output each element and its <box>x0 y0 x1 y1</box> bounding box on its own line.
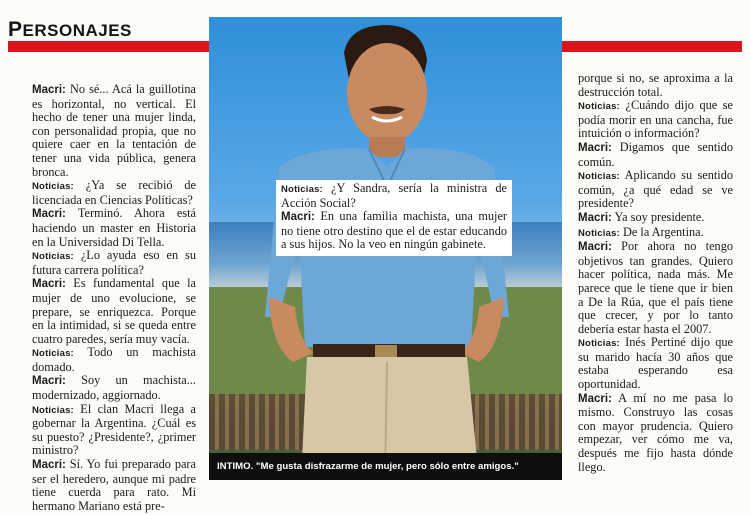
speaker-label: Noticias: <box>32 348 74 360</box>
speaker-label: Macri: <box>578 211 612 224</box>
speaker-label: Macri: <box>32 375 66 388</box>
speaker-label: Noticias: <box>281 184 323 195</box>
paragraph-text: Soy un machista... modernizado, aggiornado. <box>32 373 196 403</box>
caption-text: "Me gusta disfrazarme de mujer, pero sólo entre amigos." <box>253 461 519 472</box>
speaker-label: Macri: <box>32 84 66 96</box>
paragraph-text: Todo un machista domado. <box>32 345 196 374</box>
interview-paragraph <box>32 403 196 458</box>
interview-paragraph <box>281 182 507 210</box>
speaker-label: Noticias: <box>32 404 74 416</box>
interview-column-left <box>32 83 196 513</box>
speaker-label: Noticias: <box>578 227 620 239</box>
speaker-label: Macri: <box>32 459 66 472</box>
interview-paragraph <box>578 141 733 169</box>
speaker-label: Macri: <box>578 241 612 254</box>
paragraph-text: No sé... Acá la guillotina es horizontal, no vertical. El hecho de tener una mujer linda, con personalidad propia, que no quiere caer en la tentación de tener una vida pública, genera bronca. <box>32 82 196 179</box>
section-rule-left <box>8 41 209 52</box>
photo-quote-box <box>276 180 512 256</box>
paragraph-text: ¿Lo ayuda eso en su futura carrera política? <box>32 248 196 277</box>
interview-paragraph <box>32 346 196 374</box>
speaker-label: Macri: <box>578 141 612 154</box>
speaker-label: Noticias: <box>578 338 620 350</box>
photo-caption <box>209 453 562 480</box>
interview-paragraph <box>32 277 196 346</box>
paragraph-text: De la Argentina. <box>619 224 704 239</box>
interview-paragraph <box>578 99 733 141</box>
interview-paragraph <box>32 458 196 513</box>
paragraph-text: El clan Macri llega a gobernar la Argentina. ¿Cuál es su puesto? ¿Presidente?, ¿primer ministro? <box>32 401 196 458</box>
interview-paragraph <box>32 207 196 249</box>
section-title-initial: P <box>8 18 23 41</box>
interview-paragraph <box>32 179 196 207</box>
interview-paragraph <box>578 211 733 226</box>
paragraph-text: Digamos que sentido común. <box>578 139 733 169</box>
interview-paragraph <box>578 226 733 241</box>
speaker-label: Noticias: <box>578 171 620 183</box>
speaker-label: Noticias: <box>578 101 620 113</box>
paragraph-text: ¿Cuándo dijo que se podía morir en una cancha, fue intuición o información? <box>578 98 733 141</box>
speaker-label: Noticias: <box>32 251 74 263</box>
paragraph-text: Inés Pertiné dijo que su marido hacía 30 años que estaba esperando esa oportunidad. <box>578 335 733 392</box>
interview-column-right <box>578 72 733 474</box>
interview-paragraph <box>281 210 507 252</box>
section-rule-right <box>562 41 742 52</box>
paragraph-text: ¿Ya se recibió de licenciada en Ciencias Políticas? <box>32 178 196 207</box>
interview-paragraph <box>32 249 196 277</box>
interview-paragraph <box>578 240 733 336</box>
caption-label: INTIMO. <box>217 461 254 472</box>
speaker-label: Macri: <box>578 392 612 405</box>
speaker-label: Macri: <box>281 211 315 224</box>
speaker-label: Macri: <box>32 208 66 221</box>
section-title-rest: ERSONAJES <box>22 21 132 40</box>
paragraph-text: Por ahora no tengo objetivos tan grandes. Quiero hacer política, nada más. Me parece que le tiene que ir bien a De la Rúa, que el país tiene que crecer, y por lo tanto debería estar hasta el 2007. <box>578 239 733 336</box>
paragraph-text: Sí. Yo fui preparado para ser el heredero, aunque mi padre tiene cuerda para rato. Mi hermano Mariano está pre- <box>32 457 196 513</box>
interview-paragraph <box>32 83 196 179</box>
interview-paragraph <box>578 392 733 475</box>
interview-paragraph <box>578 72 733 99</box>
paragraph-text: Es fundamental que la mujer de uno evolucione, se prepare, se enriquezca. Porque en la intimidad, si se queda entre cuatro paredes, sería muy vacía. <box>32 276 196 346</box>
speaker-label: Macri: <box>32 278 66 291</box>
paragraph-text: porque si no, se aproxima a la destrucción total. <box>578 71 733 99</box>
section-title <box>8 18 132 42</box>
interview-paragraph <box>578 169 733 211</box>
paragraph-text: ¿Y Sandra, sería la ministra de Acción Social? <box>281 181 507 210</box>
interview-paragraph <box>578 336 733 391</box>
paragraph-text: Aplicando su sentido común, ¿a qué edad se ve presidente? <box>578 168 733 211</box>
paragraph-text: En una familia machista, una mujer no tiene otro destino que el de estar educando a sus hijos. No la veo en ningún gabinete. <box>281 209 507 252</box>
paragraph-text: Terminó. Ahora está haciendo un master en Historia en la Universidad Di Tella. <box>32 206 196 249</box>
paragraph-text: A mí no me pasa lo mismo. Construyo las cosas con mayor prudencia. Quiero empezar, ver cómo me va, después me fijo hasta dónde llego. <box>578 390 733 474</box>
paragraph-text: Ya soy presidente. <box>611 209 705 224</box>
interview-paragraph <box>32 374 196 402</box>
speaker-label: Noticias: <box>32 181 74 193</box>
